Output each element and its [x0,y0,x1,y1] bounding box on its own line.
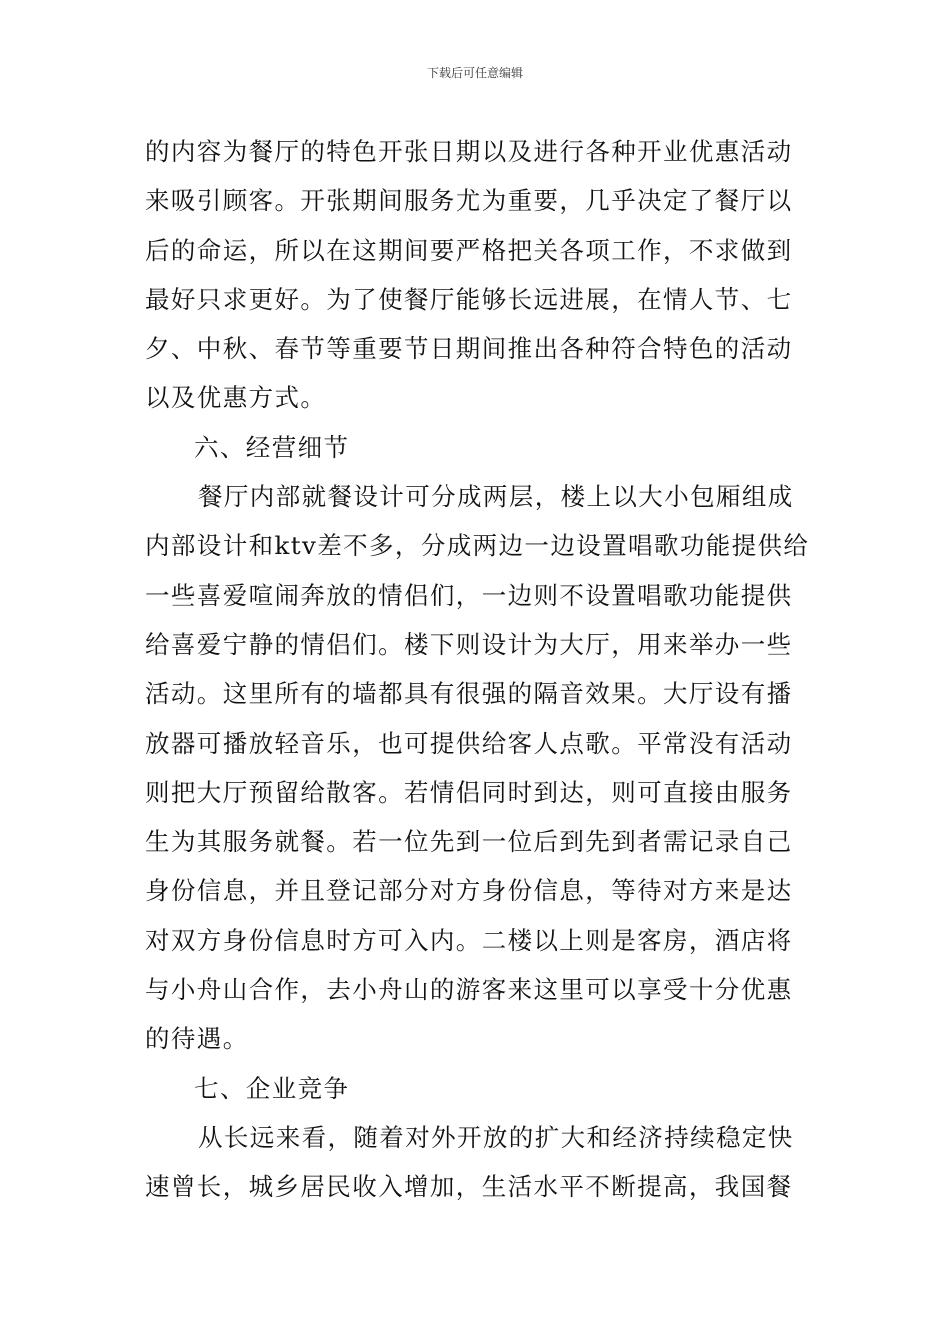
text-line: 内部设计和ktv差不多，分成两边一边设置唱歌功能提供给 [145,531,810,561]
section-heading-7: 七、企业竞争 [194,1073,350,1103]
text-line: 的待遇。 [145,1024,249,1054]
text-line: 身份信息，并且登记部分对方身份信息，等待对方来是达 [145,876,793,906]
page-header: 下载后可任意编辑 [426,66,523,80]
text-line: 给喜爱宁静的情侣们。楼下则设计为大厅，用来举办一些 [145,629,793,659]
text-line: 活动。这里所有的墙都具有很强的隔音效果。大厅设有播 [145,679,793,709]
text-line: 速曾长，城乡居民收入增加，生活水平不断提高，我国餐 [145,1172,793,1202]
text-line: 放器可播放轻音乐，也可提供给客人点歌。平常没有活动 [145,728,793,758]
text-line: 以及优惠方式。 [145,383,327,413]
text-line: 的内容为餐厅的特色开张日期以及进行各种开业优惠活动 [145,137,793,166]
text-line: 来吸引顾客。开张期间服务尤为重要，几乎决定了餐厅以 [145,186,793,216]
section-heading-6: 六、经营细节 [194,432,350,462]
text-line: 一些喜爱喧闹奔放的情侣们，一边则不设置唱歌功能提供 [145,580,793,610]
text-line: 则把大厅预留给散客。若情侣同时到达，则可直接由服务 [145,777,793,807]
text-line: 最好只求更好。为了使餐厅能够长远进展，在情人节、七 [145,284,793,314]
text-line: 与小舟山合作，去小舟山的游客来这里可以享受十分优惠 [145,975,793,1005]
text-line: 对双方身份信息时方可入内。二楼以上则是客房，酒店将 [145,925,793,955]
text-line: 生为其服务就餐。若一位先到一位后到先到者需记录自己 [145,827,793,857]
text-line: 餐厅内部就餐设计可分成两层，楼上以大小包厢组成 [198,482,794,512]
text-line: 从长远来看，随着对外开放的扩大和经济持续稳定快 [198,1122,794,1152]
text-line: 夕、中秋、春节等重要节日期间推出各种符合特色的活动 [145,334,793,364]
text-line: 后的命运，所以在这期间要严格把关各项工作，不求做到 [145,235,793,265]
document-body [145,127,815,1212]
